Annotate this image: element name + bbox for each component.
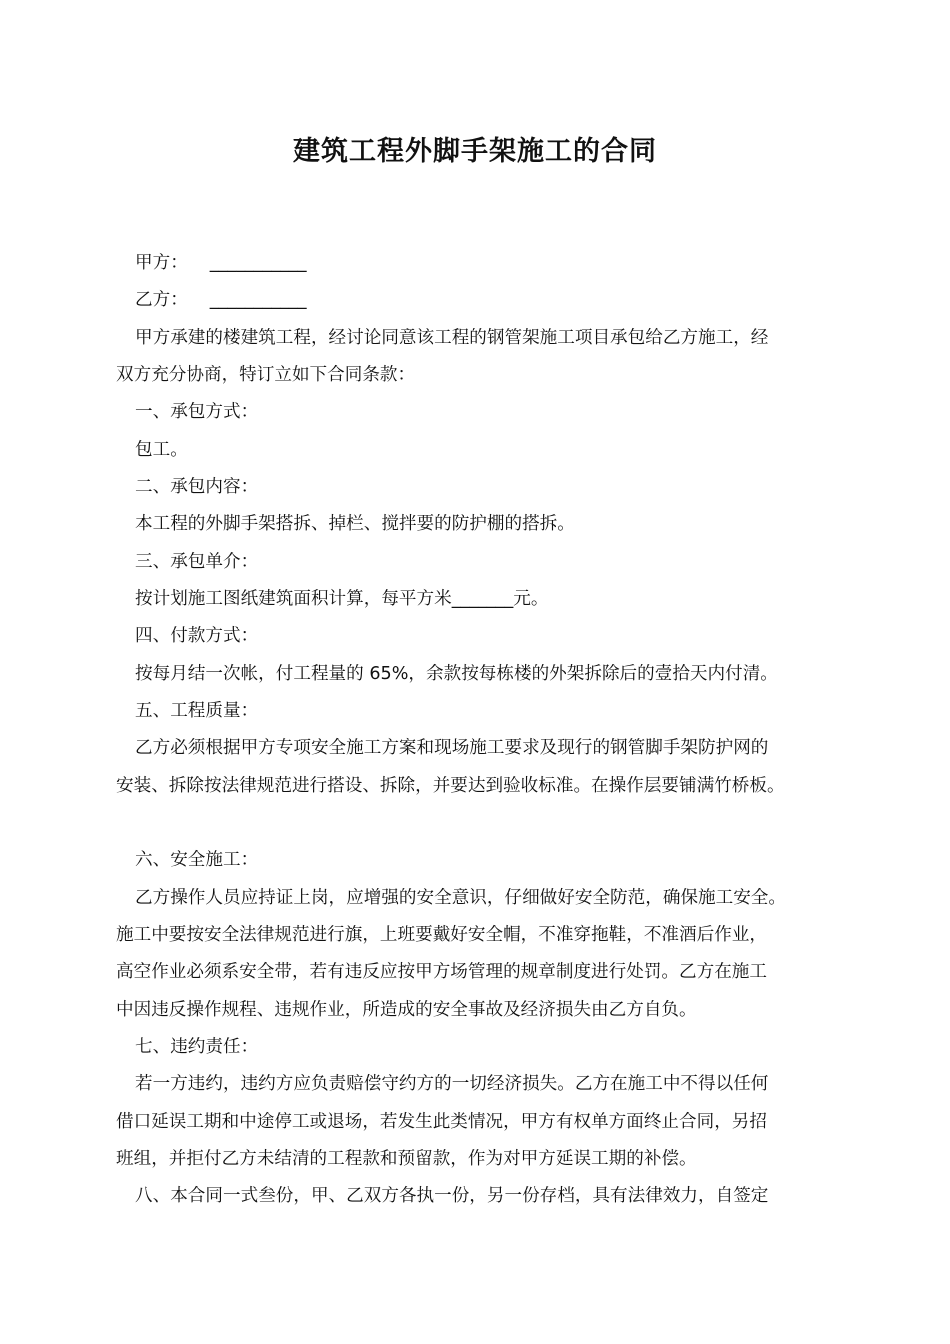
party-a-line xyxy=(135,250,846,276)
section-body-line: 若一方违约，违约方应负责赔偿守约方的一切经济损失。乙方在施工中不得以任何 xyxy=(135,1074,769,1094)
party-a-blank: ___________ xyxy=(209,253,307,273)
party-b-line xyxy=(135,287,846,313)
section-heading-safety: 六、安全施工： xyxy=(135,850,259,870)
section-body-line: 高空作业必须系安全带，若有违反应按甲方场管理的规章制度进行处罚。乙方在施工 xyxy=(116,962,767,982)
section-heading-contract-method: 一、承包方式： xyxy=(135,402,259,422)
section-body-line: 借口延误工期和中途停工或退场，若发生此类情况，甲方有权单方面终止合同，另招 xyxy=(116,1112,767,1132)
intro-paragraph-line: 甲方承建的楼建筑工程，经讨论同意该工程的钢管架施工项目承包给乙方施工，经 xyxy=(135,328,769,348)
section-body-line: 乙方操作人员应持证上岗，应增强的安全意识，仔细做好安全防范，确保施工安全。 xyxy=(135,888,786,908)
section-heading-breach: 七、违约责任： xyxy=(135,1037,259,1057)
section-heading-unit-price: 三、承包单介： xyxy=(135,552,259,572)
section-body-line: 包工。 xyxy=(135,440,188,460)
party-b-blank: ___________ xyxy=(209,290,307,310)
section-heading-quality: 五、工程质量： xyxy=(135,701,259,721)
section-body-line: 按每月结一次帐，付工程量的 65%，余款按每栋楼的外架拆除后的壹拾天内付清。 xyxy=(135,664,778,684)
party-b-label: 乙方： xyxy=(135,290,188,310)
section-heading-contract-content: 二、承包内容： xyxy=(135,477,259,497)
section-body-line: 中因违反操作规程、违规作业，所造成的安全事故及经济损失由乙方自负。 xyxy=(116,1000,697,1020)
section-body-line: 按计划施工图纸建筑面积计算，每平方米_______元。 xyxy=(135,589,549,609)
section-body-line: 本工程的外脚手架搭拆、掉栏、搅拌要的防护棚的搭拆。 xyxy=(135,514,575,534)
section-heading-copies: 八、本合同一式叁份，甲、乙双方各执一份，另一份存档，具有法律效力，自签定 xyxy=(135,1186,769,1206)
section-body-line: 安装、拆除按法律规范进行搭设、拆除，并要达到验收标准。在操作层要铺满竹桥板。 xyxy=(116,776,785,796)
party-a-label: 甲方： xyxy=(135,253,188,273)
section-heading-payment: 四、付款方式： xyxy=(135,626,259,646)
section-body-line: 施工中要按安全法律规范进行旗，上班要戴好安全帽，不准穿拖鞋，不准酒后作业， xyxy=(116,925,767,945)
section-body-line: 乙方必须根据甲方专项安全施工方案和现场施工要求及现行的钢管脚手架防护网的 xyxy=(135,738,769,758)
intro-paragraph-line: 双方充分协商，特订立如下合同条款： xyxy=(116,365,416,385)
section-body-line: 班组，并拒付乙方未结清的工程款和预留款，作为对甲方延误工期的补偿。 xyxy=(116,1149,697,1169)
document-title: 建筑工程外脚手架施工的合同 xyxy=(293,136,657,167)
